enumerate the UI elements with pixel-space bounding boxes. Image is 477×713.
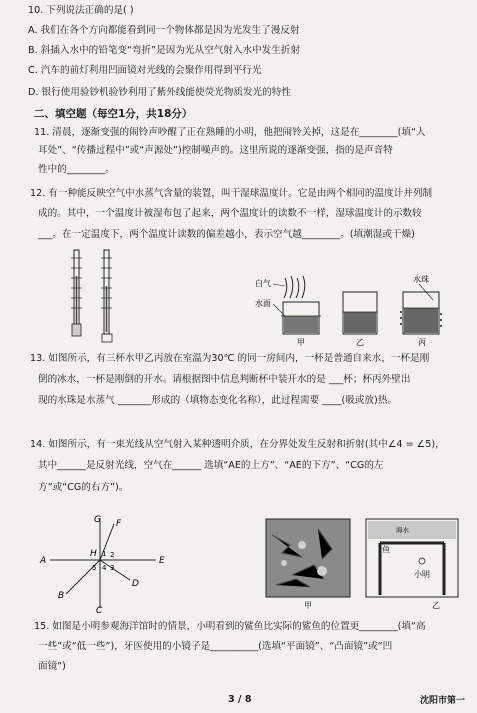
label-A: A xyxy=(40,556,47,566)
q15-line-1: 15. 如图是小明参观海洋馆时的情景，小明看到的鲨鱼比实际的鲨鱼的位置更________(填“高 xyxy=(34,621,426,632)
angle-1: 1 xyxy=(102,550,107,558)
hygrometer-figure xyxy=(60,246,130,344)
q15-line-2: 一些”或“低一些”)，牙医使用的小镜子是__________(选填“平面镜”、“凸面镜”或“凹 xyxy=(38,641,393,652)
angle-2: 2 xyxy=(110,551,115,559)
q12-line-3: ___。在一定温度下，两个温度计读数的偏差越小，表示空气越________。(填潮湿或干燥) xyxy=(38,229,415,240)
label-photo-yi: 乙 xyxy=(432,601,440,610)
label-D: D xyxy=(132,579,139,589)
q11-line-2: 耳处”、“传播过程中”或“声源处”)控制噪声的。这里所说的逐渐变强，指的是声音特 xyxy=(38,145,393,156)
label-xiaoming: 小明 xyxy=(414,570,430,579)
label-seawater: 海水 xyxy=(396,526,409,534)
page-number: 3 / 8 xyxy=(228,694,252,705)
label-H: H xyxy=(90,549,97,559)
refraction-diagram xyxy=(30,512,170,614)
q10-option-a: A. 我们在各个方向都能看到同一个物体都是因为光发生了漫反射 xyxy=(28,25,300,36)
label-yi: 乙 xyxy=(356,338,364,347)
label-G: G xyxy=(94,515,101,525)
q14-line-3: 方”或“CG的右方”)。 xyxy=(38,482,129,493)
q12-line-2: 成的。其中，一个温度计被湿布包了起来，两个温度计的读数不一样，湿球温度计的示数较 xyxy=(38,208,422,219)
q15-line-3: 面镜”) xyxy=(38,661,66,672)
q12-line-1: 12. 有一种能反映空气中水蒸气含量的装置，叫干湿球温度计。它是由两个相同的温度计并列制 xyxy=(30,188,433,199)
aquarium-photo-figure xyxy=(262,515,462,611)
label-jia: 甲 xyxy=(297,338,305,347)
q14-line-1: 14. 如图所示，有一束光线从空气射入某种透明介质，在分界处发生反射和折射(其中∠4 = ∠5)， xyxy=(30,439,445,450)
q11-line-3: 性中的________。 xyxy=(38,164,115,175)
label-white-gas: 白气 xyxy=(255,279,271,288)
label-photo-jia: 甲 xyxy=(304,601,312,610)
label-F: F xyxy=(116,519,122,529)
label-C: C xyxy=(96,606,103,614)
label-water-surface: 水面 xyxy=(255,299,271,308)
label-fish: 鱼 xyxy=(382,545,390,554)
q13-line-3: 现的水珠是水蒸气 _______形成的（填物态变化名称），此过程需要 ____(吸或放)热。 xyxy=(38,395,397,406)
angle-5: 5 xyxy=(92,564,97,572)
q13-line-1: 13. 如图所示，有三杯水甲乙丙放在室温为30℃ 的同一房间内，一杯是普通自来水，一杯是刚 xyxy=(30,353,430,364)
label-B: B xyxy=(58,591,65,601)
q14-line-2: 其中______是反射光线，空气在______ 选填“AE的上方”、“AE的下方”、“CG的左 xyxy=(38,460,384,471)
q10-stem: 10. 下列说法正确的是( ) xyxy=(28,5,134,16)
label-bing: 丙 xyxy=(418,338,426,347)
section-title: 二、填空题（每空1分，共18分） xyxy=(34,108,193,120)
label-water-bead: 水珠 xyxy=(413,275,429,284)
q10-option-c: C. 汽车的前灯利用凹面镜对光线的会聚作用得到平行光 xyxy=(28,65,262,76)
q11-line-1: 11. 清晨，逐渐变强的闹铃声吵醒了正在熟睡的小明，他把闹铃关掉，这是在________(填“人 xyxy=(34,127,426,138)
q13-line-2: 倒的冰水，一杯是刚倒的开水。请根据图中信息判断杯中装开水的是 ___杯；杯丙外壁出 xyxy=(38,374,411,385)
angle-4: 4 xyxy=(102,564,107,572)
school-name: 沈阳市第一 xyxy=(420,696,466,706)
label-E: E xyxy=(159,556,165,566)
angle-3: 3 xyxy=(110,564,115,572)
q10-option-b: B. 斜插入水中的铅笔变“弯折”是因为光从空气射入水中发生折射 xyxy=(28,45,301,56)
q10-option-d: D. 银行使用验钞机验钞利用了紫外线能使荧光物质发光的特性 xyxy=(28,87,291,98)
three-cups-figure xyxy=(255,272,455,348)
